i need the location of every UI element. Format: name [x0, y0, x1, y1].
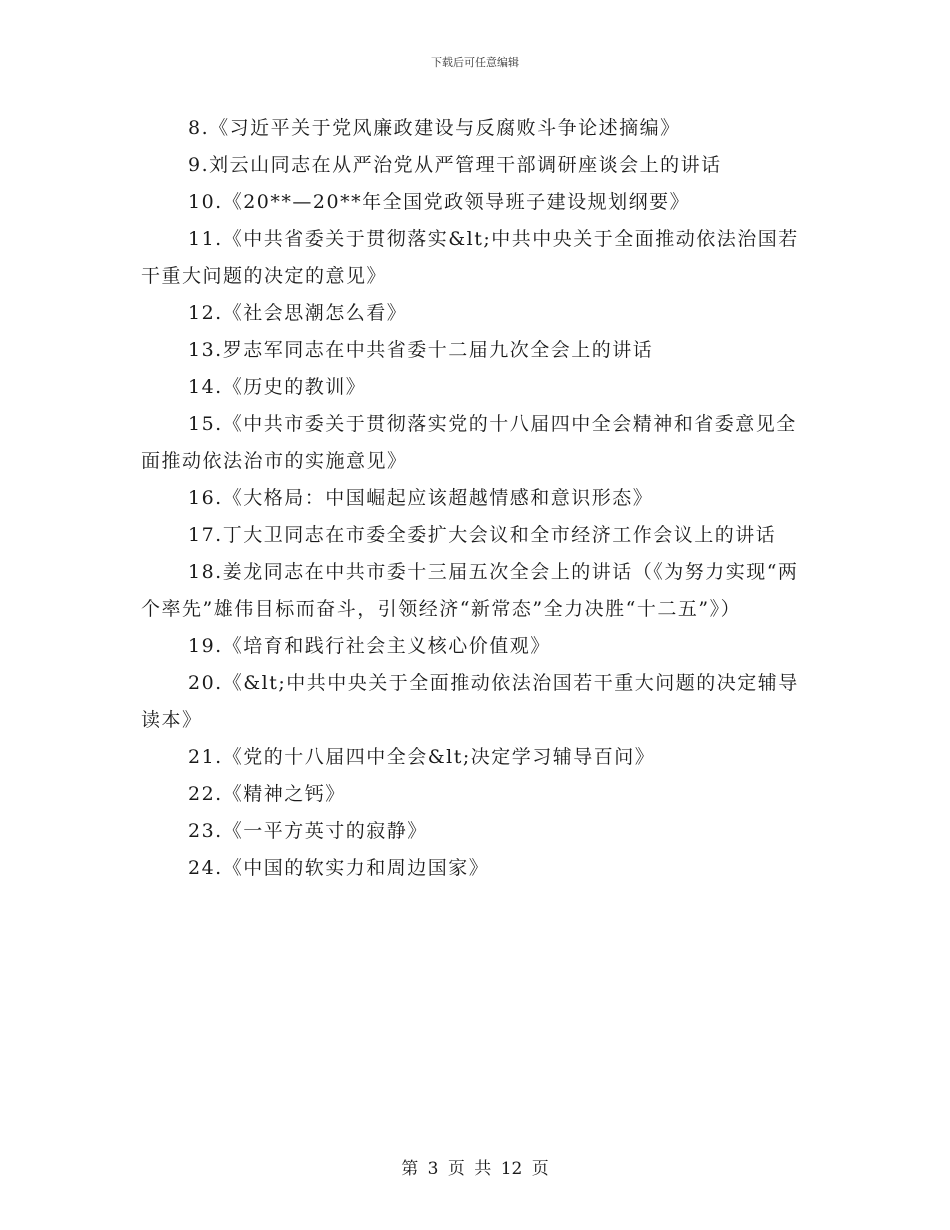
list-item: 18.姜龙同志在中共市委十三届五次全会上的讲话（《为努力实现“两个率先”雄伟目标而奋斗，引领经济“新常态”全力决胜“十二五”》）	[141, 561, 799, 620]
page-footer: 第 3 页 共 12 页	[401, 1159, 549, 1179]
list-item: 22.《精神之钙》	[188, 783, 346, 805]
list-item: 13.罗志军同志在中共省委十二届九次全会上的讲话	[188, 339, 654, 361]
list-item: 21.《党的十八届四中全会&lt;决定学习辅导百问》	[188, 746, 656, 768]
list-item: 23.《一平方英寸的寂静》	[188, 820, 428, 842]
list-item: 11.《中共省委关于贯彻落实&lt;中共中央关于全面推动依法治国若干重大问题的决定的意见》	[141, 228, 799, 287]
list-item: 12.《社会思潮怎么看》	[188, 302, 408, 324]
reading-list	[141, 110, 811, 887]
list-item: 24.《中国的软实力和周边国家》	[188, 857, 490, 879]
list-item: 10.《20**—20**年全国党政领导班子建设规划纲要》	[188, 191, 691, 213]
list-item: 20.《&lt;中共中央关于全面推动依法治国若干重大问题的决定辅导读本》	[141, 672, 799, 731]
list-item: 19.《培育和践行社会主义核心价值观》	[188, 635, 551, 657]
page-header: 下载后可任意编辑	[431, 56, 519, 69]
list-item: 14.《历史的教训》	[188, 376, 367, 398]
list-item: 17.丁大卫同志在市委全委扩大会议和全市经济工作会议上的讲话	[188, 524, 777, 546]
list-item: 9.刘云山同志在从严治党从严管理干部调研座谈会上的讲话	[188, 154, 722, 176]
list-item: 8.《习近平关于党风廉政建设与反腐败斗争论述摘编》	[188, 117, 681, 139]
list-item: 15.《中共市委关于贯彻落实党的十八届四中全会精神和省委意见全面推动依法治市的实施意见》	[141, 413, 797, 472]
list-item: 16.《大格局：中国崛起应该超越情感和意识形态》	[188, 487, 654, 509]
